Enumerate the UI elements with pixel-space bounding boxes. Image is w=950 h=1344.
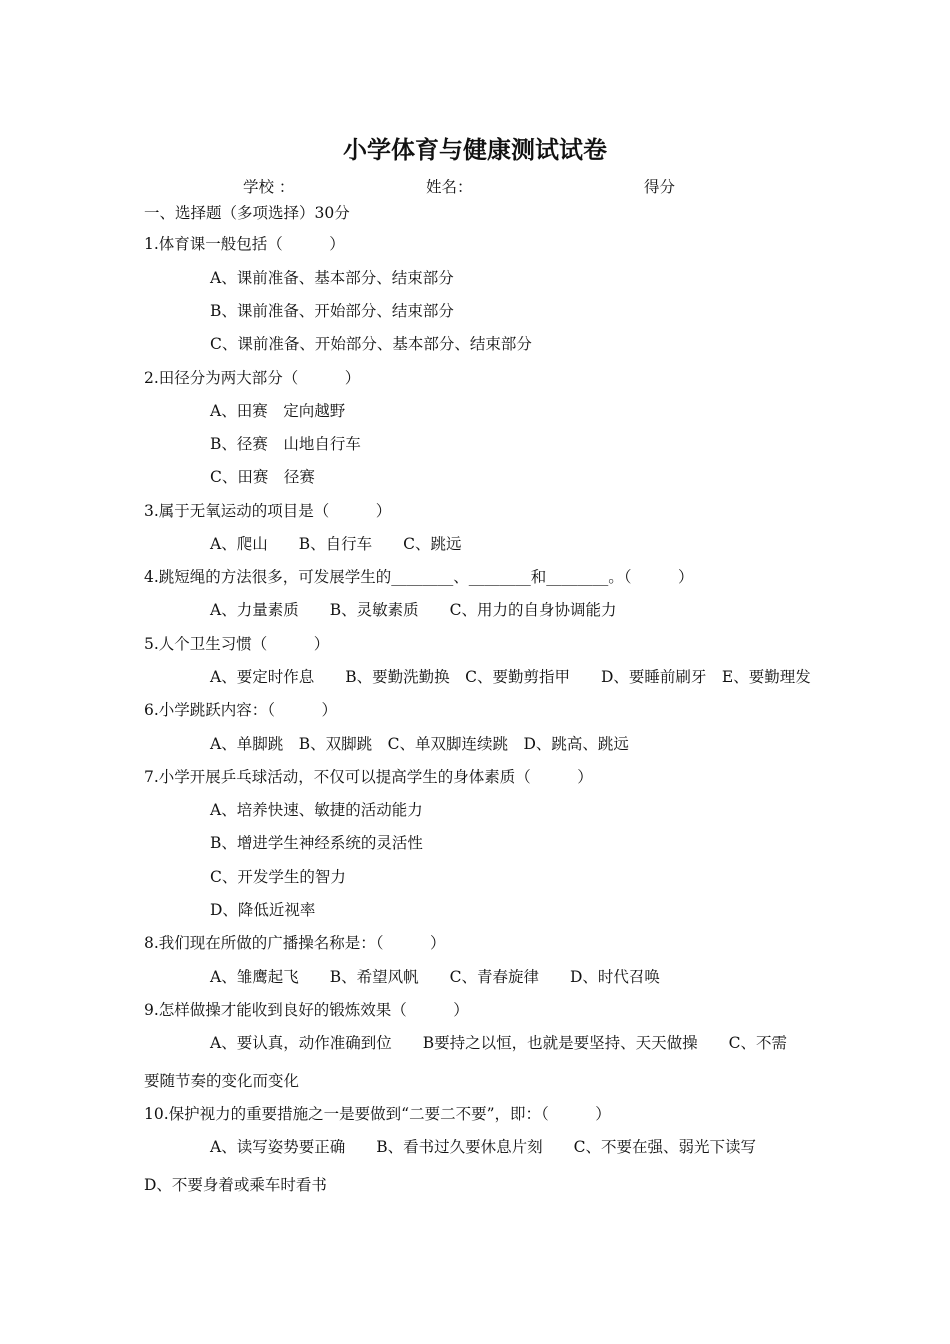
question-2-option-c: C、田赛 径赛 — [210, 468, 315, 486]
page-title: 小学体育与健康测试试卷 — [343, 136, 607, 164]
question-7-option-b: B、增进学生神经系统的灵活性 — [210, 834, 423, 852]
question-1: 1.体育课一般包括（ ） — [144, 235, 345, 253]
question-4: 4.跳短绳的方法很多，可发展学生的________、________和________。（ ） — [144, 568, 694, 586]
question-4-options: A、力量素质 B、灵敏素质 C、用力的自身协调能力 — [210, 601, 617, 619]
question-3-options: A、爬山 B、自行车 C、跳远 — [210, 535, 462, 553]
question-7-option-d: D、降低近视率 — [210, 901, 316, 919]
question-9-options: A、要认真，动作准确到位 B要持之以恒，也就是要坚持、天天做操 C、不需 — [210, 1034, 787, 1052]
question-2-option-b: B、径赛 山地自行车 — [210, 435, 361, 453]
question-8: 8.我们现在所做的广播操名称是：（ ） — [144, 934, 446, 952]
question-7-option-c: C、开发学生的智力 — [210, 868, 346, 886]
question-2-option-a: A、田赛 定向越野 — [210, 402, 346, 420]
question-10-options: A、读写姿势要正确 B、看书过久要休息片刻 C、不要在强、弱光下读写 — [210, 1138, 756, 1156]
question-5: 5.人个卫生习惯（ ） — [144, 635, 330, 653]
question-2: 2.田径分为两大部分（ ） — [144, 369, 361, 387]
school-label: 学校 ： — [243, 178, 295, 196]
question-9-options-continued: 要随节奏的变化而变化 — [144, 1072, 300, 1090]
question-1-option-a: A、课前准备、基本部分、结束部分 — [210, 269, 454, 287]
question-7-option-a: A、培养快速、敏捷的活动能力 — [210, 801, 423, 819]
question-10: 10.保护视力的重要措施之一是要做到“二要二不要”，即：（ ） — [144, 1105, 611, 1123]
question-7: 7.小学开展乒乓球活动，不仅可以提高学生的身体素质（ ） — [144, 768, 593, 786]
question-1-option-c: C、课前准备、开始部分、基本部分、结束部分 — [210, 335, 532, 353]
question-9: 9.怎样做操才能收到良好的锻炼效果（ ） — [144, 1001, 469, 1019]
question-6: 6.小学跳跃内容：（ ） — [144, 701, 338, 719]
question-6-options: A、单脚跳 B、双脚跳 C、单双脚连续跳 D、跳高、跳远 — [210, 735, 629, 753]
question-5-options: A、要定时作息 B、要勤洗勤换 C、要勤剪指甲 D、要睡前刷牙 E、要勤理发 — [210, 668, 811, 686]
question-1-option-b: B、课前准备、开始部分、结束部分 — [210, 302, 454, 320]
score-label: 得分 — [644, 178, 676, 196]
question-3: 3.属于无氧运动的项目是（ ） — [144, 502, 392, 520]
section-heading: 一、选择题（多项选择）30分 — [144, 204, 350, 222]
question-10-options-continued: D、不要身着或乘车时看书 — [144, 1176, 327, 1194]
question-8-options: A、雏鹰起飞 B、希望风帆 C、青春旋律 D、时代召唤 — [210, 968, 660, 986]
name-label: 姓名： — [426, 178, 473, 196]
